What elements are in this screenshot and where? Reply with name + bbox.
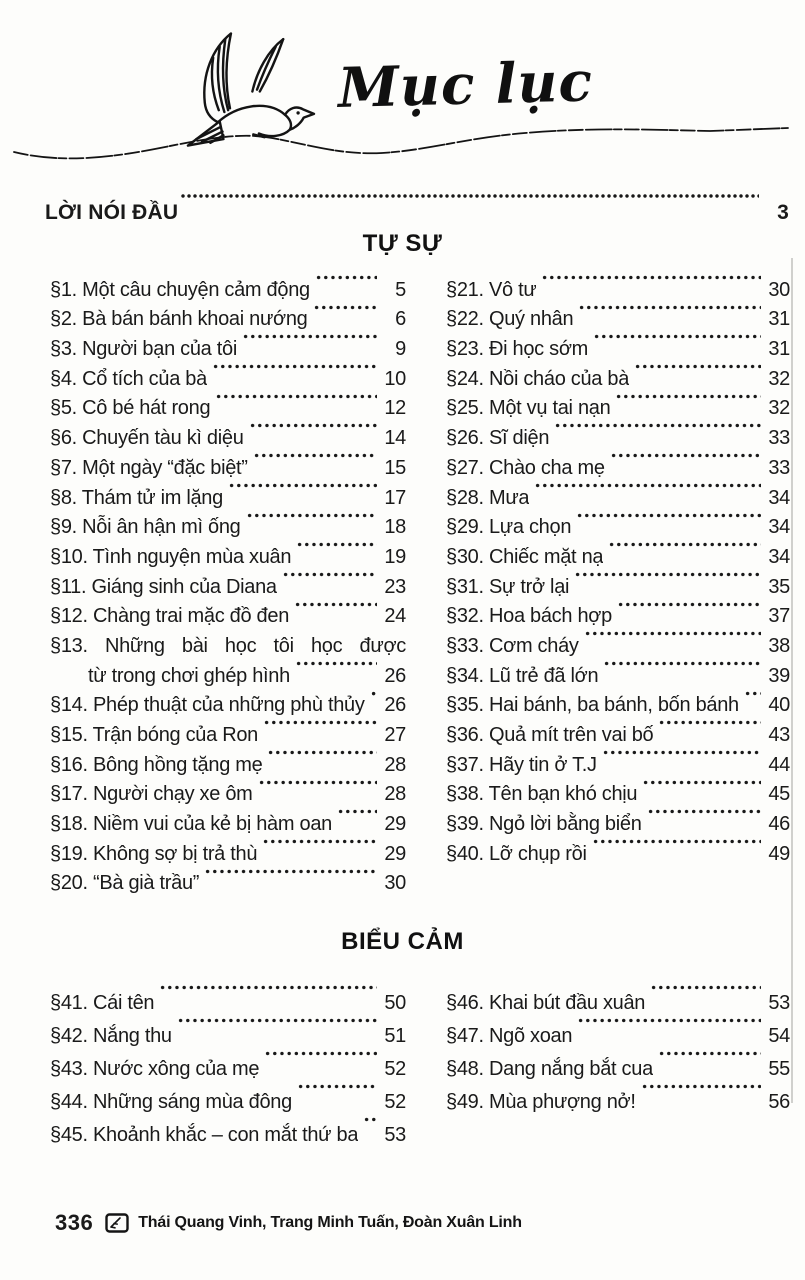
toc-entry-page: 45	[768, 783, 790, 806]
toc-entry-label: §2. Bà bán bánh khoai nướng	[50, 308, 308, 331]
toc-entry-page: 38	[768, 634, 790, 657]
dot-leader	[576, 512, 761, 542]
toc-entry-page: 15	[384, 456, 406, 479]
toc-entry-label: §31. Sự trở lại	[446, 575, 570, 598]
toc-entry-label: §36. Quả mít trên vai bố	[446, 724, 654, 746]
toc-entry-label-continued: từ trong chơi ghép hình	[88, 664, 290, 687]
toc-entry-page: 54	[768, 1025, 790, 1047]
toc-entry-page: 6	[395, 308, 406, 331]
toc-entry-label: §6. Chuyến tàu kì diệu	[50, 427, 244, 450]
dot-leader	[642, 779, 761, 809]
toc-entry-page: 33	[768, 456, 790, 479]
toc-entry-label: §5. Cô bé hát rong	[50, 397, 211, 420]
dot-leader	[592, 838, 761, 868]
toc-entry	[50, 1017, 406, 1050]
dot-leader	[647, 808, 761, 838]
toc-entry-label: §17. Người chạy xe ôm	[50, 783, 253, 806]
toc-entry-label: §49. Mùa phượng nở!	[446, 1091, 636, 1113]
dot-leader	[315, 274, 377, 304]
toc-entry-label: §48. Dang nắng bắt cua	[446, 1058, 653, 1080]
toc-entry	[50, 984, 406, 1017]
dot-leader	[264, 1050, 377, 1083]
toc-entry-page: 12	[384, 397, 406, 420]
dot-leader	[313, 304, 378, 334]
toc-entry-label: §43. Nước xông của mẹ	[50, 1058, 260, 1080]
toc-entry	[446, 779, 790, 809]
toc-entry-page: 40	[768, 694, 790, 717]
toc-entry-label: §11. Giáng sinh của Diana	[50, 575, 277, 598]
dot-leader	[297, 1083, 377, 1116]
toc-entry-label: §28. Mưa	[446, 486, 530, 509]
toc-entry-label: §39. Ngỏ lời bằng biển	[446, 813, 642, 836]
dot-leader	[249, 422, 377, 452]
toc-entry	[50, 749, 406, 779]
toc-entry-page: 23	[384, 575, 406, 598]
toc-entry	[446, 393, 790, 423]
toc-entry-page: 28	[384, 783, 406, 806]
toc-entry-label: §25. Một vụ tai nạn	[446, 397, 611, 420]
toc-entry	[50, 1116, 406, 1149]
toc-entry-page: 43	[768, 724, 790, 746]
toc-entry-page: 10	[384, 367, 406, 390]
toc-entry-label: §15. Trận bóng của Ron	[50, 724, 258, 746]
toc-entry-page: 9	[395, 338, 406, 361]
toc-entry	[446, 571, 790, 601]
toc-entry-label: §21. Vô tư	[446, 278, 537, 301]
toc-entry-label: §46. Khai bút đầu xuân	[446, 992, 646, 1014]
foreword-label: LỜI NÓI ĐẦU	[45, 201, 179, 224]
toc-entry-label: §10. Tình nguyện mùa xuân	[50, 545, 292, 568]
toc-entry	[50, 541, 406, 571]
toc-entry-page: 55	[768, 1058, 790, 1080]
decorative-wave-line	[10, 118, 795, 168]
toc-entry-label: §16. Bông hồng tặng mẹ	[50, 753, 263, 776]
toc-entry	[50, 690, 406, 720]
toc-entry	[446, 1017, 790, 1050]
toc-entry-page: 17	[384, 486, 406, 509]
toc-column-left	[50, 984, 406, 1149]
toc-entry-page: 52	[384, 1058, 406, 1080]
dot-leader	[584, 630, 761, 660]
dot-leader	[370, 690, 377, 720]
toc-entry	[446, 274, 790, 304]
toc-entry-page: 31	[768, 308, 790, 331]
dot-leader	[554, 422, 761, 452]
dot-leader	[617, 601, 761, 631]
toc-entry-label: §1. Một câu chuyện cảm động	[50, 278, 310, 301]
toc-entry-page: 19	[384, 545, 406, 568]
toc-entry	[446, 482, 790, 512]
toc-entry-label: §13. Những bài học tôi học được	[50, 634, 406, 657]
toc-entry-page: 34	[768, 486, 790, 509]
toc-entry-page: 14	[384, 427, 406, 450]
toc-entry	[50, 719, 406, 749]
toc-entry-label: §26. Sĩ diện	[446, 427, 550, 450]
toc-entry	[446, 660, 790, 690]
foreword-row	[45, 193, 789, 225]
toc-entry-label: §45. Khoảnh khắc – con mắt thứ ba	[50, 1124, 359, 1146]
toc-column-left	[50, 274, 406, 897]
toc-entry	[446, 333, 790, 363]
dot-leader	[578, 304, 761, 334]
toc-entry-label: §33. Cơm cháy	[446, 634, 579, 657]
toc-entry	[50, 274, 406, 304]
toc-entry-label: §12. Chàng trai mặc đồ đen	[50, 605, 290, 628]
dot-leader	[337, 808, 377, 838]
toc-entry-label: §41. Cái tên	[50, 992, 155, 1014]
toc-entry	[50, 1050, 406, 1083]
foreword-page: 3	[777, 201, 789, 224]
dot-leader	[204, 868, 377, 898]
toc-entry-label: §3. Người bạn của tôi	[50, 338, 237, 361]
toc-entry-page: 34	[768, 516, 790, 539]
toc-entry	[446, 719, 790, 749]
toc-section-tu-su	[50, 274, 790, 897]
toc-entry	[446, 690, 790, 720]
section-heading-bieu-cam: BIỂU CẢM	[341, 928, 464, 955]
toc-entry-page: 30	[384, 872, 406, 895]
toc-entry	[50, 482, 406, 512]
toc-entry	[50, 808, 406, 838]
dot-leader	[634, 363, 761, 393]
dot-leader	[228, 482, 377, 512]
toc-entry-label: §40. Lỡ chụp rồi	[446, 842, 587, 865]
toc-entry	[50, 838, 406, 868]
toc-entry-label: §38. Tên bạn khó chịu	[446, 783, 638, 806]
toc-entry-label: §32. Hoa bách hợp	[446, 605, 612, 628]
toc-entry-page: 46	[768, 813, 790, 836]
toc-entry-label: §18. Niềm vui của kẻ bị hàm oan	[50, 813, 332, 836]
toc-entry-label: §19. Không sợ bị trả thù	[50, 842, 258, 865]
toc-entry-page: 52	[384, 1091, 406, 1113]
toc-entry	[50, 630, 406, 689]
toc-entry-label: §4. Cổ tích của bà	[50, 367, 207, 390]
dot-leader	[258, 779, 377, 809]
toc-entry-page: 29	[384, 842, 406, 865]
toc-entry	[50, 1083, 406, 1116]
toc-entry	[50, 393, 406, 423]
toc-entry-label: §29. Lựa chọn	[446, 516, 572, 539]
toc-entry	[446, 304, 790, 334]
toc-entry-page: 32	[768, 367, 790, 390]
dot-leader	[615, 393, 761, 423]
toc-entry-page: 32	[768, 397, 790, 420]
toc-entry	[446, 601, 790, 631]
dot-leader	[658, 719, 761, 749]
toc-entry-page: 51	[384, 1025, 406, 1047]
toc-entry-page: 35	[768, 575, 790, 598]
toc-entry	[50, 512, 406, 542]
toc-entry	[50, 868, 406, 898]
toc-entry-page: 28	[384, 753, 406, 776]
dot-leader	[534, 482, 761, 512]
toc-entry	[446, 808, 790, 838]
toc-column-right	[446, 274, 790, 897]
toc-entry-page: 53	[384, 1124, 406, 1146]
dot-leader	[641, 1083, 761, 1116]
dot-leader	[180, 193, 759, 225]
dot-leader	[296, 541, 377, 571]
toc-entry-page: 53	[768, 992, 790, 1014]
toc-entry-page: 31	[768, 338, 790, 361]
toc-entry-page: 56	[768, 1091, 790, 1113]
toc-entry	[446, 984, 790, 1017]
toc-entry-label: §44. Những sáng mùa đông	[50, 1091, 292, 1113]
toc-entry-label: §9. Nỗi ân hận mì ống	[50, 516, 241, 539]
dot-leader	[212, 363, 377, 393]
toc-entry-label: §37. Hãy tin ở T.J	[446, 753, 597, 776]
toc-column-right	[446, 984, 790, 1149]
toc-entry	[50, 571, 406, 601]
dot-leader	[242, 333, 377, 363]
toc-entry	[50, 422, 406, 452]
toc-entry-page: 39	[768, 664, 790, 687]
toc-entry-label: §22. Quý nhân	[446, 308, 574, 331]
toc-entry-page: 44	[768, 753, 790, 776]
dot-leader	[215, 393, 377, 423]
toc-entry	[446, 749, 790, 779]
toc-entry-label: §47. Ngõ xoan	[446, 1025, 573, 1047]
toc-entry-label: §27. Chào cha mẹ	[446, 456, 605, 479]
toc-entry	[50, 779, 406, 809]
toc-entry	[446, 1050, 790, 1083]
toc-entry-page: 33	[768, 427, 790, 450]
footer-authors: Thái Quang Vinh, Trang Minh Tuấn, Đoàn Xuân Linh	[138, 1214, 522, 1231]
dot-leader	[294, 601, 377, 631]
toc-entry-label: §42. Nắng thu	[50, 1025, 172, 1047]
toc-entry-label: §23. Đi học sớm	[446, 338, 589, 361]
toc-entry-page: 50	[384, 992, 406, 1014]
dot-leader	[363, 1116, 377, 1149]
dot-leader	[267, 749, 377, 779]
toc-entry-page: 29	[384, 813, 406, 836]
toc-entry	[446, 630, 790, 660]
dot-leader	[263, 719, 377, 749]
toc-entry-page: 30	[768, 278, 790, 301]
toc-entry-label: §34. Lũ trẻ đã lớn	[446, 664, 599, 687]
toc-entry-page: 26	[384, 694, 406, 717]
toc-entry-page: 26	[384, 664, 406, 687]
toc-entry	[446, 541, 790, 571]
dot-leader	[603, 660, 761, 690]
page-footer	[55, 1208, 522, 1238]
toc-entry-page: 24	[384, 605, 406, 628]
toc-entry-page: 37	[768, 605, 790, 628]
dot-leader	[593, 333, 761, 363]
toc-entry-page: 27	[384, 724, 406, 746]
dot-leader	[295, 660, 377, 690]
footer-page-number: 336	[55, 1210, 94, 1235]
toc-entry	[446, 512, 790, 542]
toc-entry	[446, 1083, 790, 1116]
toc-section-bieu-cam	[50, 984, 790, 1149]
toc-entry	[446, 838, 790, 868]
dot-leader	[650, 984, 761, 1017]
toc-entry-label: §30. Chiếc mặt nạ	[446, 545, 604, 568]
toc-entry-label: §14. Phép thuật của những phù thủy	[50, 694, 365, 717]
section-heading-tu-su: TỰ SỰ	[362, 230, 443, 257]
publisher-logo-icon	[105, 1213, 129, 1233]
toc-entry	[50, 452, 406, 482]
toc-entry-label: §7. Một ngày “đặc biệt”	[50, 456, 248, 479]
toc-entry-label: §20. “Bà già trầu”	[50, 872, 200, 895]
toc-entry	[50, 363, 406, 393]
dot-leader	[159, 984, 377, 1017]
toc-entry	[446, 363, 790, 393]
toc-entry	[50, 333, 406, 363]
toc-entry-page: 18	[384, 516, 406, 539]
page-title: Mục lục	[337, 48, 594, 120]
dot-leader	[658, 1050, 761, 1083]
toc-entry-page: 49	[768, 842, 790, 865]
dot-leader	[602, 749, 761, 779]
dot-leader	[246, 512, 378, 542]
toc-entry-page: 5	[395, 278, 406, 301]
dot-leader	[608, 541, 761, 571]
toc-entry	[50, 601, 406, 631]
dot-leader	[262, 838, 377, 868]
dot-leader	[574, 571, 761, 601]
toc-entry	[446, 422, 790, 452]
toc-entry	[50, 304, 406, 334]
toc-entry-page: 34	[768, 545, 790, 568]
dot-leader	[282, 571, 377, 601]
dot-leader	[610, 452, 761, 482]
scan-edge-line	[791, 258, 793, 1103]
dot-leader	[577, 1017, 761, 1050]
toc-entry	[446, 452, 790, 482]
page-header	[0, 0, 805, 175]
dot-leader	[253, 452, 377, 482]
toc-entry-label: §24. Nồi cháo của bà	[446, 367, 630, 390]
dot-leader	[541, 274, 761, 304]
toc-entry-label: §8. Thám tử im lặng	[50, 486, 223, 509]
dot-leader	[744, 690, 761, 720]
dot-leader	[177, 1017, 377, 1050]
toc-entry-label: §35. Hai bánh, ba bánh, bốn bánh	[446, 694, 739, 717]
